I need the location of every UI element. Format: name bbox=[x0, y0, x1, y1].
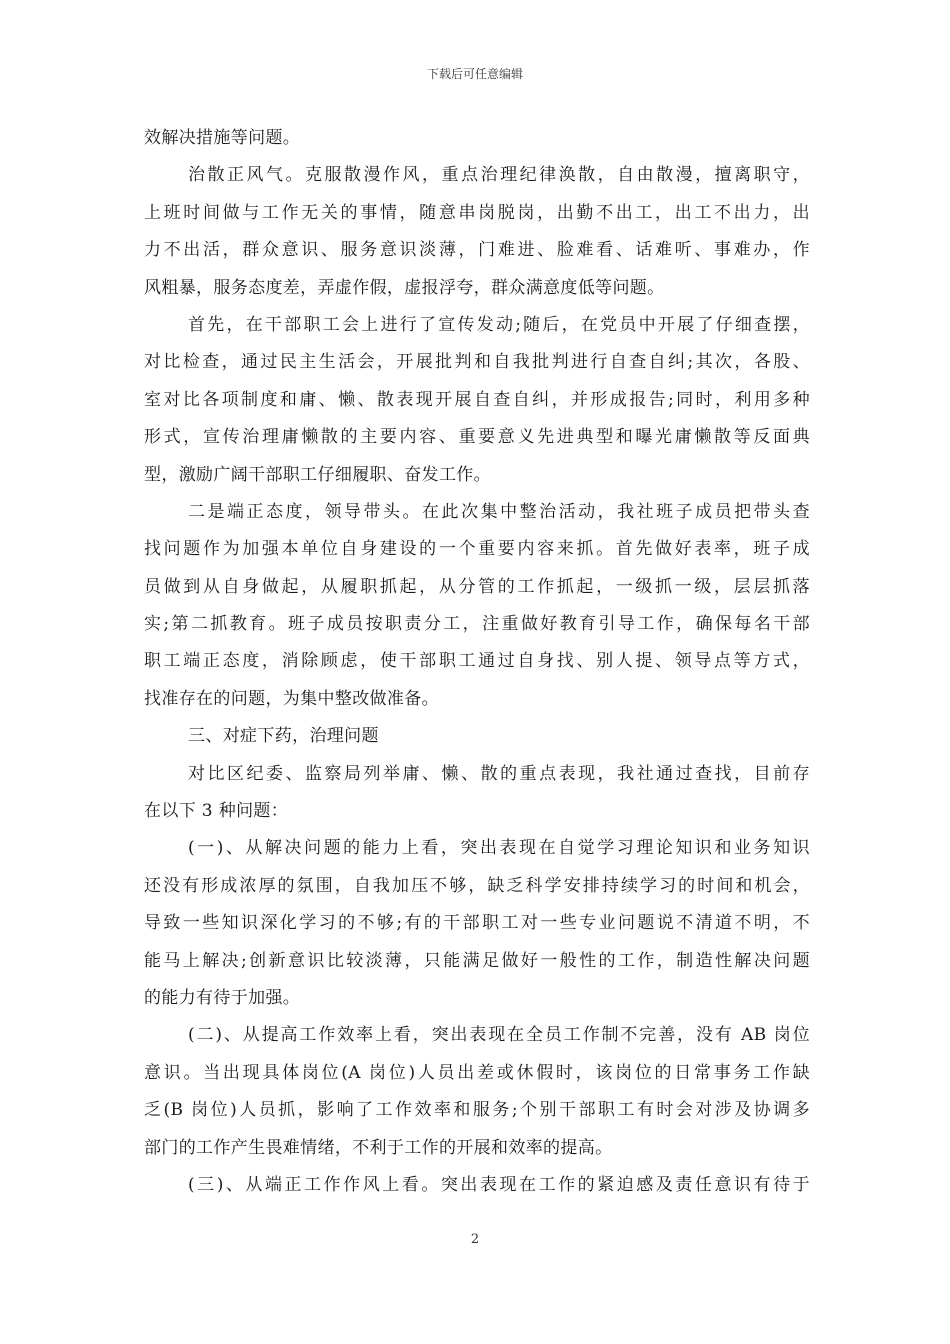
paragraph-line: 二是端正态度，领导带头。在此次集中整治活动，我社班子成员把带头查 bbox=[188, 501, 810, 522]
section-heading: 三、对症下药，治理问题 bbox=[188, 726, 379, 747]
paragraph-line: 职工端正态度，消除顾虑，使干部职工通过自身找、别人提、领导点等方式， bbox=[144, 651, 810, 672]
page-header-note: 下载后可任意编辑 bbox=[426, 67, 523, 81]
paragraph-line: 风粗暴，服务态度差，弄虚作假，虚报浮夸，群众满意度低等问题。 bbox=[144, 277, 665, 298]
paragraph-line: (二)、从提高工作效率上看，突出表现在全员工作制不完善，没有 AB 岗位 bbox=[188, 1025, 810, 1046]
paragraph-line: 在以下 3 种问题： bbox=[144, 801, 289, 822]
paragraph-line: 导致一些知识深化学习的不够;有的干部职工对一些专业问题说不清道不明，不 bbox=[144, 913, 810, 934]
document-body bbox=[144, 120, 810, 1204]
paragraph-line: 找问题作为加强本单位自身建设的一个重要内容来抓。首先做好表率，班子成 bbox=[144, 539, 810, 560]
paragraph-line: (三)、从端正工作作风上看。突出表现在工作的紧迫感及责任意识有待于 bbox=[188, 1174, 810, 1195]
paragraph-line: 首先，在干部职工会上进行了宣传发动;随后，在党员中开展了仔细查摆， bbox=[188, 314, 810, 335]
page-number: 2 bbox=[470, 1232, 480, 1247]
paragraph-line: 部门的工作产生畏难情绪，不利于工作的开展和效率的提高。 bbox=[144, 1137, 613, 1158]
paragraph-line: 上班时间做与工作无关的事情，随意串岗脱岗，出勤不出工，出工不出力，出 bbox=[144, 202, 810, 223]
paragraph-line: 室对比各项制度和庸、懒、散表现开展自查自纠，并形成报告;同时，利用多种 bbox=[144, 389, 810, 410]
paragraph-line: 能马上解决;创新意识比较淡薄，只能满足做好一般性的工作，制造性解决问题 bbox=[144, 950, 810, 971]
paragraph-line: 意识。当出现具体岗位(A 岗位)人员出差或休假时，该岗位的日常事务工作缺 bbox=[144, 1062, 810, 1083]
paragraph-line: (一)、从解决问题的能力上看，突出表现在自觉学习理论知识和业务知识 bbox=[188, 838, 810, 859]
paragraph-line: 型，激励广阔干部职工仔细履职、奋发工作。 bbox=[144, 464, 491, 485]
paragraph-line: 乏(B 岗位)人员抓，影响了工作效率和服务;个别干部职工有时会对涉及协调多 bbox=[144, 1100, 810, 1121]
paragraph-line: 找准存在的问题，为集中整改做准备。 bbox=[144, 688, 439, 709]
paragraph-line: 力不出活，群众意识、服务意识淡薄，门难进、脸难看、话难听、事难办，作 bbox=[144, 240, 810, 261]
paragraph-line: 对比区纪委、监察局列举庸、懒、散的重点表现，我社通过查找，目前存 bbox=[188, 763, 810, 784]
paragraph-line: 对比检查，通过民主生活会，开展批判和自我批判进行自查自纠;其次，各股、 bbox=[144, 352, 810, 373]
paragraph-line: 治散正风气。克服散漫作风，重点治理纪律涣散，自由散漫，擅离职守， bbox=[188, 165, 810, 186]
paragraph-line: 的能力有待于加强。 bbox=[144, 987, 301, 1008]
paragraph-line: 实;第二抓教育。班子成员按职责分工，注重做好教育引导工作，确保每名干部 bbox=[144, 614, 810, 635]
paragraph-line: 效解决措施等问题。 bbox=[144, 128, 301, 148]
paragraph-line: 形式，宣传治理庸懒散的主要内容、重要意义先进典型和曝光庸懒散等反面典 bbox=[144, 427, 810, 448]
paragraph-line: 还没有形成浓厚的氛围，自我加压不够，缺乏科学安排持续学习的时间和机会， bbox=[144, 875, 810, 896]
paragraph-line: 员做到从自身做起，从履职抓起，从分管的工作抓起，一级抓一级，层层抓落 bbox=[144, 576, 810, 597]
